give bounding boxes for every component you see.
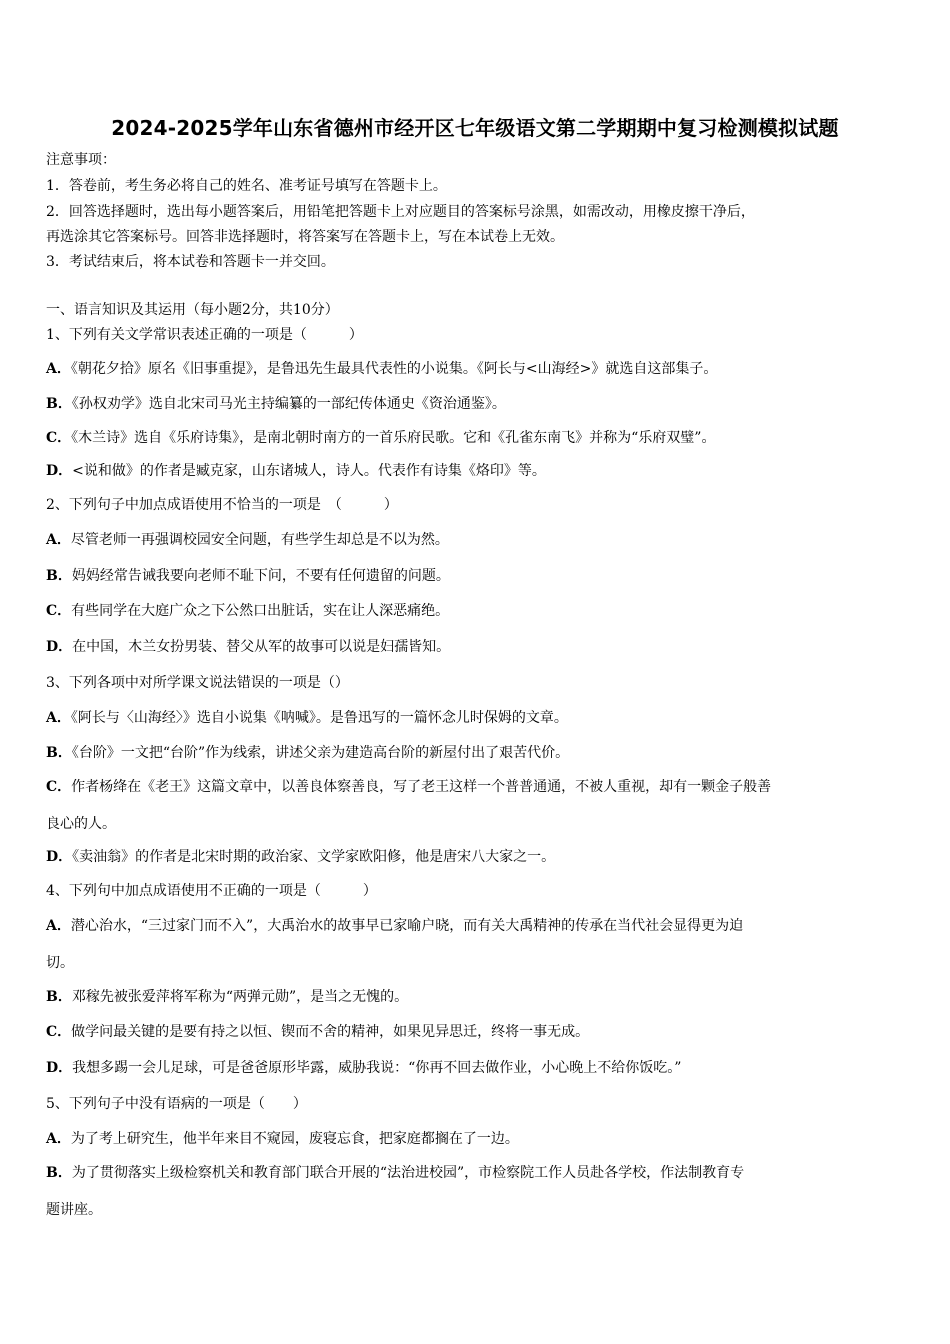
option-d: D．在中国，木兰女扮男装、替父从军的故事可以说是妇孺皆知。 bbox=[46, 639, 451, 655]
option-b: B．为了贯彻落实上级检察机关和教育部门联合开展的“法治进校园”，市检察院工作人员赴各学校，作法制教育专 bbox=[46, 1165, 745, 1181]
option-c-continued: 良心的人。 bbox=[46, 816, 116, 832]
question-stem: 3、下列各项中对所学课文说法错误的一项是（） bbox=[46, 675, 349, 691]
option-d: D．<说和做》的作者是臧克家，山东诸城人，诗人。代表作有诗集《烙印》等。 bbox=[46, 463, 546, 479]
option-d: D．我想多踢一会儿足球，可是爸爸原形毕露，威胁我说：“你再不回去做作业，小心晚上不给你饭吃。” bbox=[46, 1060, 682, 1076]
notice-item: 2．回答选择题时，选出每小题答案后，用铅笔把答题卡上对应题目的答案标号涂黑，如需改动，用橡皮擦干净后， bbox=[46, 204, 755, 220]
option-c: C．有些同学在大庭广众之下公然口出脏话，实在让人深恶痛绝。 bbox=[46, 603, 450, 619]
option-a: A．为了考上研究生，他半年来目不窥园，废寝忘食，把家庭都搁在了一边。 bbox=[46, 1131, 519, 1147]
page-title: 2024-2025学年山东省德州市经开区七年级语文第二学期期中复习检测模拟试题 bbox=[111, 116, 839, 140]
notice-heading: 注意事项： bbox=[46, 152, 116, 168]
option-b: B．妈妈经常告诫我要向老师不耻下问，不要有任何遗留的问题。 bbox=[46, 568, 450, 584]
notice-item: 1．答卷前，考生务必将自己的姓名、准考证号填写在答题卡上。 bbox=[46, 178, 447, 194]
question-stem: 1、下列有关文学常识表述正确的一项是（ ） bbox=[46, 327, 363, 343]
notice-item: 再选涂其它答案标号。回答非选择题时，将答案写在答题卡上，写在本试卷上无效。 bbox=[46, 229, 564, 245]
option-c: C．作者杨绛在《老王》这篇文章中，以善良体察善良，写了老王这样一个普普通通，不被人重视，却有一颗金子般善 bbox=[46, 779, 772, 795]
option-a-continued: 切。 bbox=[46, 955, 74, 971]
question-stem: 4、下列句中加点成语使用不正确的一项是（ ） bbox=[46, 883, 377, 899]
option-b: B．《台阶》一文把“台阶”作为线索，讲述父亲为建造高台阶的新屋付出了艰苦代价。 bbox=[46, 745, 570, 761]
question-stem: 5、下列句子中没有语病的一项是（ ） bbox=[46, 1096, 307, 1112]
option-b-continued: 题讲座。 bbox=[46, 1202, 102, 1218]
notice-item: 3．考试结束后，将本试卷和答题卡一并交回。 bbox=[46, 254, 335, 270]
option-c: C．做学问最关键的是要有持之以恒、锲而不舍的精神，如果见异思迁，终将一事无成。 bbox=[46, 1024, 590, 1040]
option-a: A．《朝花夕拾》原名《旧事重提》，是鲁迅先生最具代表性的小说集。《阿长与<山海经>》就选自这部集子。 bbox=[46, 361, 718, 377]
option-c: C．《木兰诗》选自《乐府诗集》，是南北朝时南方的一首乐府民歌。它和《孔雀东南飞》并称为“乐府双璧”。 bbox=[46, 430, 716, 446]
option-a: A．潜心治水，“三过家门而不入”，大禹治水的故事早已家喻户晓，而有关大禹精神的传承在当代社会显得更为迫 bbox=[46, 918, 744, 934]
section-heading: 一、语言知识及其运用（每小题2分，共10分） bbox=[46, 302, 339, 318]
option-d: D．《卖油翁》的作者是北宋时期的政治家、文学家欧阳修，他是唐宋八大家之一。 bbox=[46, 849, 556, 865]
option-a: A．《阿长与〈山海经〉》选自小说集《呐喊》。是鲁迅写的一篇怀念儿时保姆的文章。 bbox=[46, 710, 568, 726]
option-b: B．《孙权劝学》选自北宋司马光主持编纂的一部纪传体通史《资治通鉴》。 bbox=[46, 396, 506, 412]
option-a: A．尽管老师一再强调校园安全问题，有些学生却总是不以为然。 bbox=[46, 532, 449, 548]
option-b: B．邓稼先被张爱萍将军称为“两弹元勋”，是当之无愧的。 bbox=[46, 989, 409, 1005]
question-stem: 2、下列句子中加点成语使用不恰当的一项是 （ ） bbox=[46, 497, 398, 513]
